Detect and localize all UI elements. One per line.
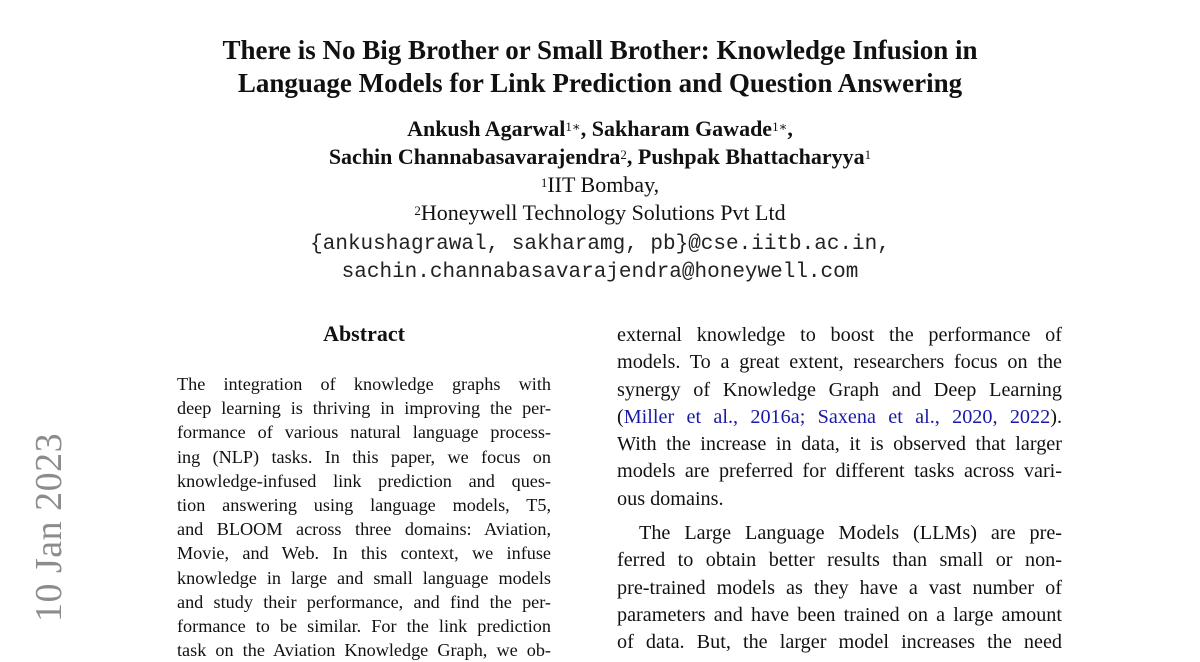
affiliation-mark: 2 bbox=[414, 203, 421, 218]
abstract-line: ing (NLP) tasks. In this paper, we focus on bbox=[177, 446, 551, 467]
email-line-1: {ankushagrawal, sakharamg, pb}@cse.iitb.ac.in, bbox=[310, 233, 890, 256]
abstract-line: tion answering using language models, T5, bbox=[177, 495, 551, 516]
body-line: external knowledge to boost the performance of bbox=[617, 324, 1062, 346]
citation-paren: ( bbox=[617, 405, 624, 428]
body-line: parameters and have been trained on a large amount bbox=[617, 603, 1062, 626]
affiliation-name: IIT Bombay, bbox=[547, 172, 660, 197]
affiliation-mark: 1 bbox=[540, 175, 548, 190]
paper-title bbox=[150, 34, 1050, 100]
affiliation-1 bbox=[150, 171, 1050, 199]
arxiv-date-stamp: 10 Jan 2023 bbox=[28, 432, 70, 622]
citation-line bbox=[617, 404, 1062, 431]
author-line-1 bbox=[150, 115, 1050, 143]
abstract-line: knowledge in large and small language models bbox=[177, 567, 551, 588]
abstract-line: formance of various natural language process- bbox=[177, 422, 551, 443]
author-name: Pushpak Bhattacharyya bbox=[637, 144, 865, 169]
abstract-line: deep learning is thriving in improving the per- bbox=[177, 398, 551, 419]
abstract-body bbox=[177, 372, 551, 662]
title-line-1: There is No Big Brother or Small Brother: Knowledge Infusion in bbox=[222, 35, 978, 65]
author-affiliation-mark: 2 bbox=[620, 147, 627, 162]
author-separator: , bbox=[580, 116, 592, 141]
abstract-line: knowledge-infused link prediction and ques- bbox=[177, 470, 551, 491]
intro-column bbox=[617, 322, 1062, 657]
author-block bbox=[150, 115, 1050, 227]
body-line: pre-trained models as they have a vast number of bbox=[617, 576, 1062, 599]
title-line-2: Language Models for Link Prediction and Question Answering bbox=[237, 68, 963, 98]
abstract-line: The integration of knowledge graphs with bbox=[177, 374, 551, 394]
author-emails bbox=[150, 231, 1050, 287]
abstract-line: and study their performance, and find the per- bbox=[177, 591, 551, 612]
abstract-line: Movie, and Web. In this context, we infuse bbox=[177, 543, 551, 564]
author-name: Sachin Channabasavarajendra bbox=[328, 144, 621, 169]
author-line-2 bbox=[150, 143, 1050, 171]
author-affiliation-mark: 1∗ bbox=[772, 119, 788, 134]
citation-link[interactable]: Miller et al., 2016a; Saxena et al., 2020, 2022 bbox=[623, 405, 1051, 428]
paragraph-gap bbox=[617, 513, 1062, 520]
body-line: of data. But, the larger model increases the need bbox=[617, 631, 1062, 654]
author-separator: , bbox=[626, 144, 638, 169]
author-name: Ankush Agarwal bbox=[407, 116, 566, 141]
author-affiliation-mark: 1∗ bbox=[565, 119, 581, 134]
body-line: The Large Language Models (LLMs) are pre- bbox=[639, 522, 1062, 545]
email-line-2: sachin.channabasavarajendra@honeywell.com bbox=[341, 261, 859, 284]
abstract-line: and BLOOM across three domains: Aviation, bbox=[177, 519, 551, 540]
abstract-heading: Abstract bbox=[323, 321, 405, 346]
author-affiliation-mark: 1 bbox=[864, 147, 872, 162]
body-line: models. To a great extent, researchers focus on the bbox=[617, 351, 1062, 374]
citation-paren: ). bbox=[1050, 405, 1062, 428]
abstract-line: task on the Aviation Knowledge Graph, we ob- bbox=[177, 640, 551, 661]
body-line: ous domains. bbox=[617, 487, 724, 510]
body-line: With the increase in data, it is observed that larger bbox=[617, 433, 1062, 456]
author-separator: , bbox=[787, 116, 793, 141]
abstract-line: formance to be similar. For the link prediction bbox=[177, 616, 551, 637]
body-line: ferred to obtain better results than small or non- bbox=[617, 549, 1062, 572]
body-line: models are preferred for different tasks across vari- bbox=[617, 460, 1062, 483]
affiliation-2 bbox=[150, 199, 1050, 227]
affiliation-name: Honeywell Technology Solutions Pvt Ltd bbox=[420, 200, 786, 225]
author-name: Sakharam Gawade bbox=[591, 116, 773, 141]
body-line: synergy of Knowledge Graph and Deep Learning bbox=[617, 378, 1062, 401]
